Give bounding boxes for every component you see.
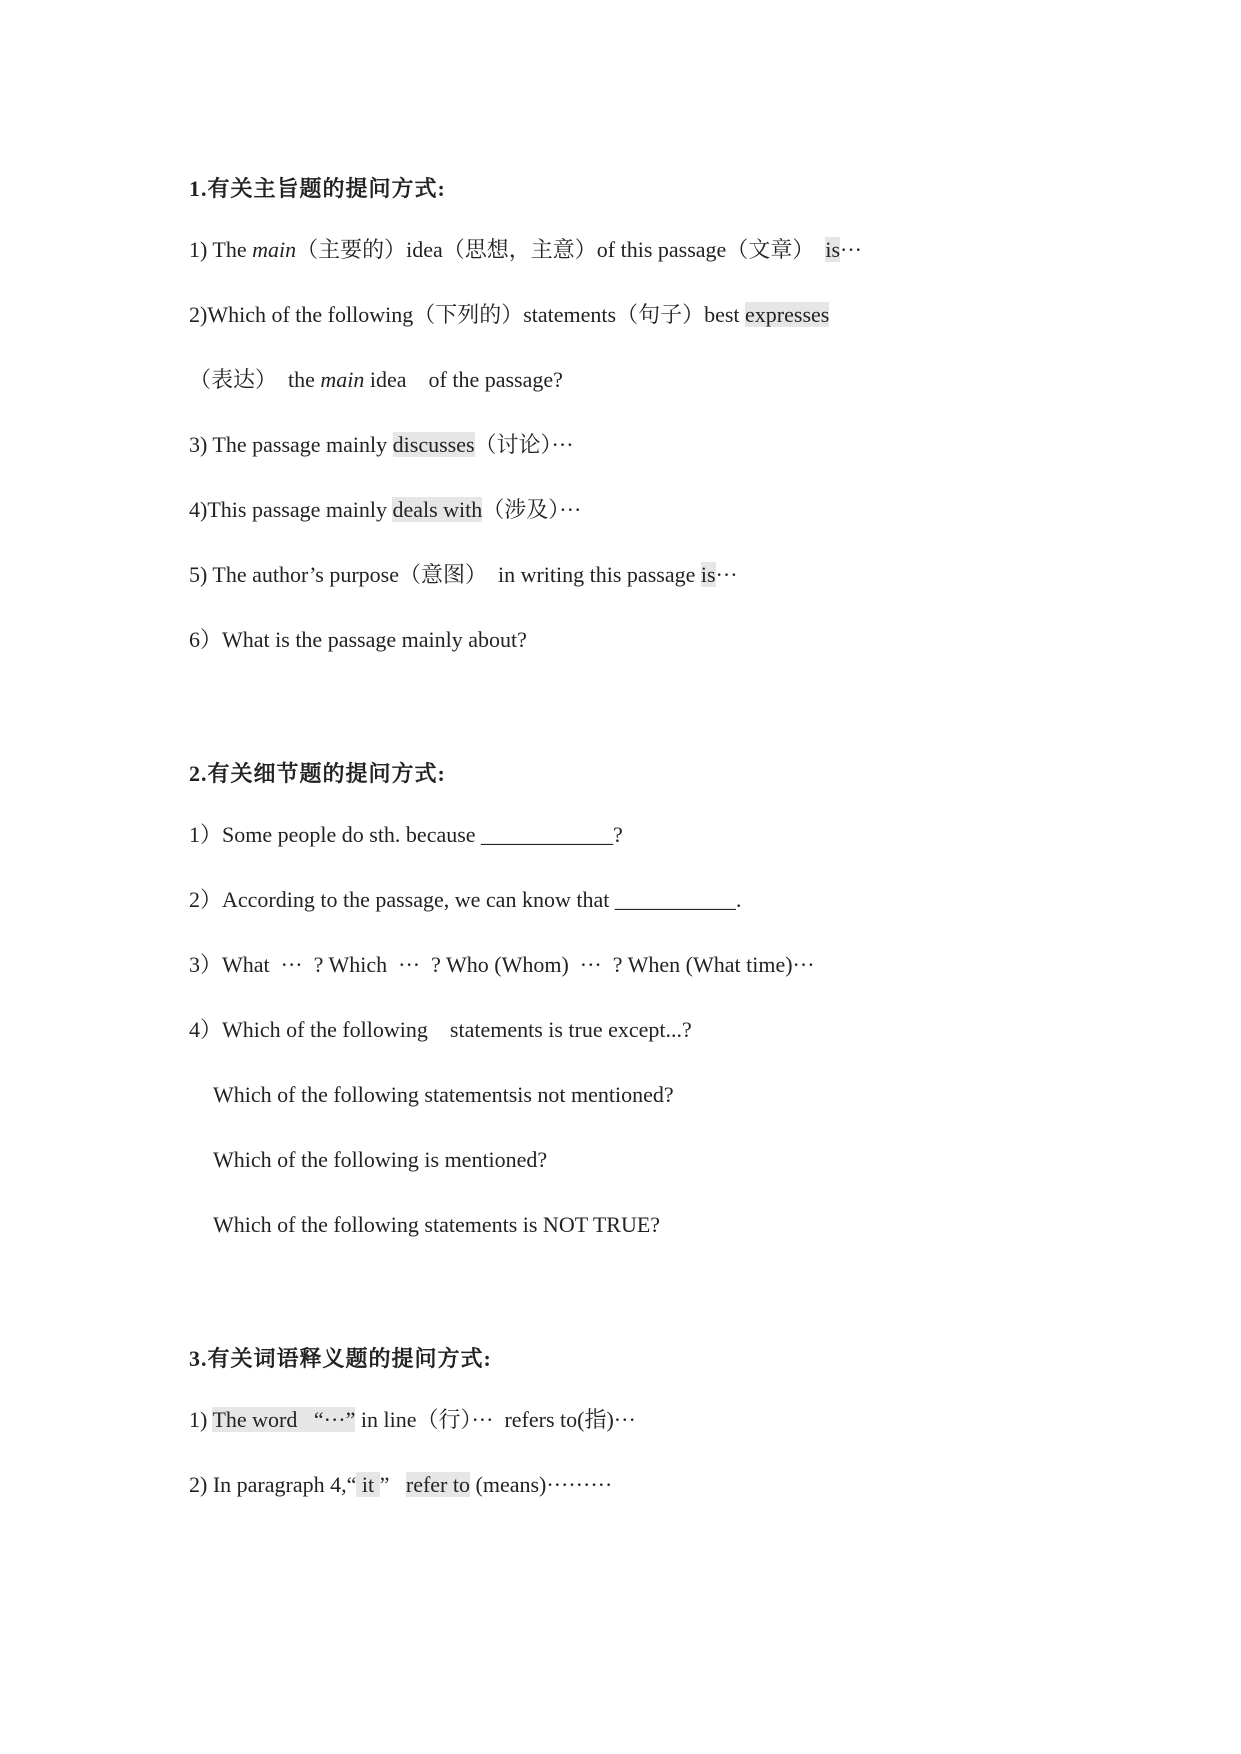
question-line: 3）What ··· ? Which ··· ? Who (Whom) ··· ? When (What time)··· xyxy=(189,952,815,977)
question-line: Which of the following statementsis not mentioned? xyxy=(213,1082,674,1107)
question-line: 4）Which of the following statements is true except...? xyxy=(189,1017,692,1042)
question-line: 2) In paragraph 4,“ it ” refer to (means)········· xyxy=(189,1472,613,1497)
question-line: 2)Which of the following（下列的）statements（句子）best expresses xyxy=(189,302,830,327)
question-line: Which of the following is mentioned? xyxy=(213,1147,548,1172)
question-line: 6）What is the passage mainly about? xyxy=(189,627,527,652)
question-line: 3) The passage mainly discusses（讨论）··· xyxy=(189,432,574,457)
question-line: 1) The word “···” in line（行）··· refers to(指)··· xyxy=(189,1407,636,1432)
question-line: 2）According to the passage, we can know that ___________. xyxy=(189,887,742,912)
section-heading: 2.有关细节题的提问方式: xyxy=(189,761,446,786)
question-line: 4)This passage mainly deals with（涉及）··· xyxy=(189,497,582,522)
section-heading: 3.有关词语释义题的提问方式: xyxy=(189,1346,492,1371)
question-line: 1) The main（主要的）idea（思想，主意）of this passage（文章） is··· xyxy=(189,237,862,262)
question-line: 1）Some people do sth. because ____________? xyxy=(189,822,623,847)
question-line: 5) The author’s purpose（意图） in writing this passage is··· xyxy=(189,562,738,587)
section-heading: 1.有关主旨题的提问方式: xyxy=(189,176,446,201)
question-line: Which of the following statements is NOT TRUE? xyxy=(213,1212,661,1237)
question-line: （表达） the main idea of the passage? xyxy=(189,367,563,392)
